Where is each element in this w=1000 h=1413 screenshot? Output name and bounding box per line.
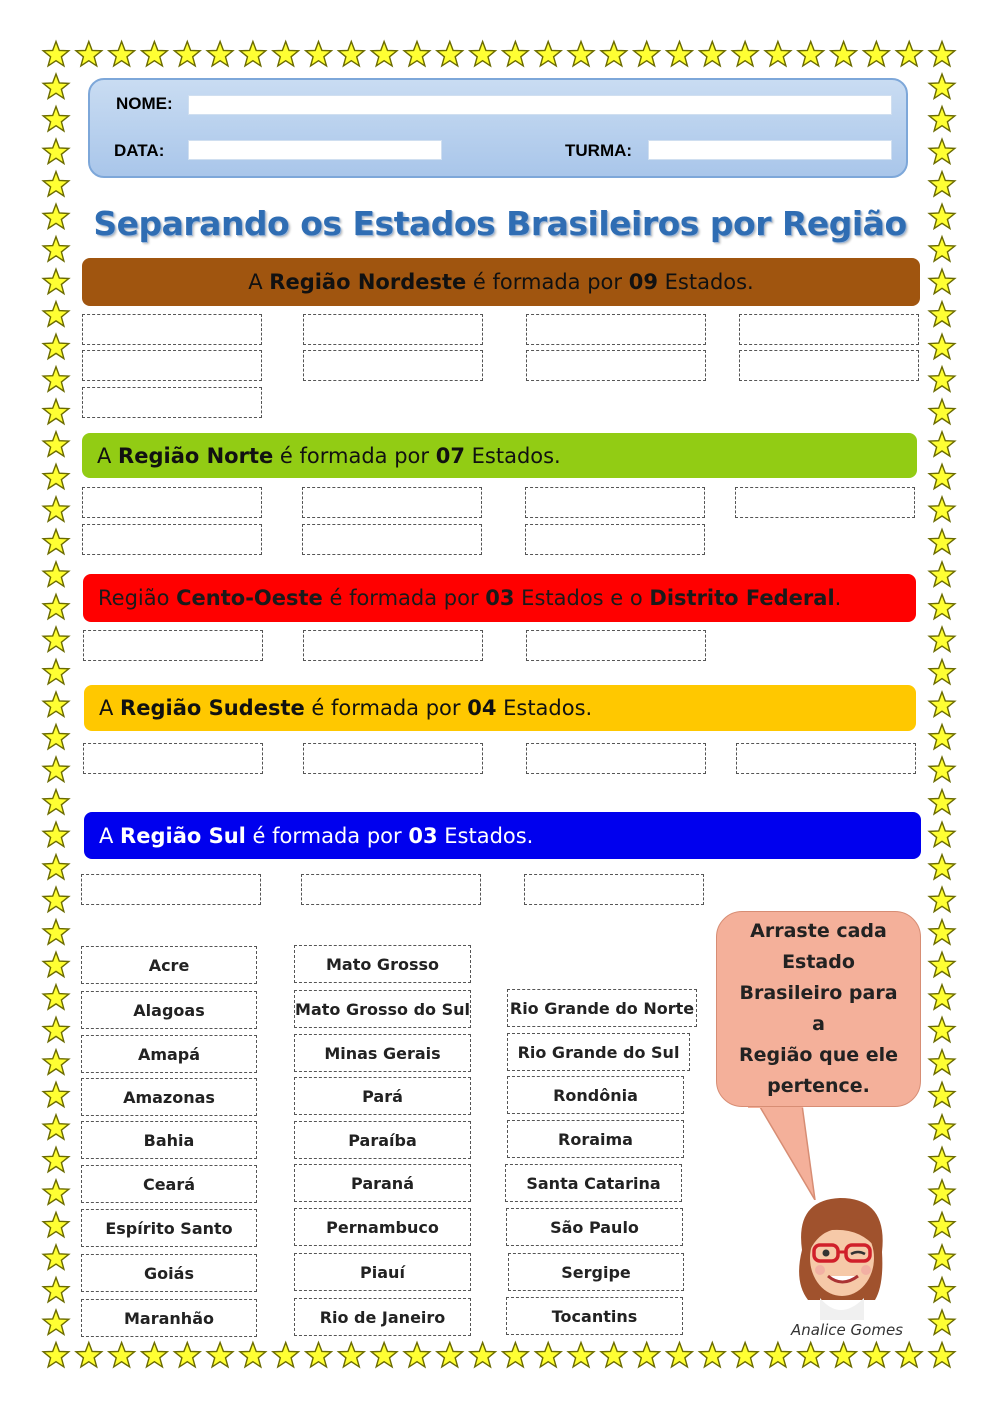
drop-slot-norte[interactable] bbox=[525, 524, 705, 555]
star-icon bbox=[929, 757, 955, 782]
star-icon bbox=[929, 172, 955, 196]
drop-slot-norte[interactable] bbox=[735, 487, 915, 518]
drop-slot-sudeste[interactable] bbox=[526, 743, 706, 774]
drop-slot-nordeste[interactable] bbox=[82, 314, 262, 345]
state-chip[interactable]: Acre bbox=[81, 946, 257, 984]
star-icon bbox=[43, 399, 69, 423]
star-icon bbox=[43, 1212, 69, 1236]
star-icon bbox=[929, 334, 955, 358]
drop-slot-nordeste[interactable] bbox=[303, 314, 483, 345]
star-icon bbox=[929, 302, 955, 326]
star-icon bbox=[240, 1343, 266, 1367]
star-icon bbox=[503, 42, 529, 66]
star-icon bbox=[470, 1343, 496, 1367]
banner-sudeste-text: A Região Sudeste é formada por 04 Estados. bbox=[99, 696, 593, 720]
star-icon bbox=[667, 1343, 693, 1367]
drop-slot-nordeste[interactable] bbox=[526, 314, 706, 345]
star-icon bbox=[43, 920, 69, 944]
drop-slot-sudeste[interactable] bbox=[303, 743, 483, 774]
star-icon bbox=[831, 42, 857, 66]
star-icon bbox=[240, 42, 266, 66]
star-icon bbox=[470, 42, 496, 66]
drop-slot-sudeste[interactable] bbox=[736, 743, 916, 774]
star-icon bbox=[765, 42, 791, 66]
star-icon bbox=[43, 172, 69, 196]
star-icon bbox=[76, 1343, 102, 1367]
bubble-line: Região que ele bbox=[738, 1044, 899, 1066]
star-icon bbox=[174, 42, 200, 66]
star-icon bbox=[535, 1343, 561, 1367]
star-icon bbox=[929, 1245, 955, 1269]
banner-nordeste bbox=[82, 258, 920, 306]
state-chip[interactable]: Pernambuco bbox=[294, 1208, 471, 1246]
author-name: Analice Gomes bbox=[791, 1321, 903, 1339]
star-icon bbox=[929, 1310, 955, 1334]
star-icon bbox=[929, 139, 955, 163]
star-icon bbox=[929, 1180, 955, 1204]
star-icon bbox=[929, 74, 955, 98]
star-icon bbox=[437, 42, 463, 66]
star-icon bbox=[896, 1343, 922, 1367]
star-icon bbox=[929, 627, 955, 651]
star-icon bbox=[142, 1343, 168, 1367]
star-icon bbox=[503, 1343, 529, 1367]
banner-norte-text: A Região Norte é formada por 07 Estados. bbox=[97, 443, 561, 468]
star-icon bbox=[929, 692, 955, 716]
star-icon bbox=[864, 1343, 890, 1367]
star-icon bbox=[43, 855, 69, 879]
star-icon bbox=[929, 985, 955, 1009]
star-icon bbox=[142, 42, 168, 66]
star-icon bbox=[43, 1343, 69, 1367]
star-icon bbox=[43, 627, 69, 651]
star-icon bbox=[43, 334, 69, 358]
star-icon bbox=[601, 42, 627, 66]
drop-slot-sul[interactable] bbox=[301, 874, 481, 905]
star-icon bbox=[174, 1343, 200, 1367]
star-icon bbox=[929, 887, 955, 912]
drop-slot-centro-oeste[interactable] bbox=[526, 630, 706, 661]
class-label: TURMA: bbox=[565, 141, 633, 160]
star-icon bbox=[929, 1212, 955, 1236]
star-icon bbox=[929, 497, 955, 521]
star-icon bbox=[929, 1050, 955, 1074]
star-icon bbox=[43, 1180, 69, 1204]
state-chip[interactable]: Amazonas bbox=[81, 1078, 257, 1116]
star-icon bbox=[43, 464, 69, 488]
state-chip[interactable]: Rio Grande do Sul bbox=[507, 1033, 690, 1071]
star-icon bbox=[43, 562, 69, 586]
star-icon bbox=[43, 822, 69, 846]
star-icon bbox=[43, 1245, 69, 1269]
drop-slot-sul[interactable] bbox=[524, 874, 704, 905]
star-icon bbox=[667, 42, 693, 66]
star-icon bbox=[634, 1343, 660, 1367]
star-icon bbox=[273, 42, 299, 66]
star-icon bbox=[371, 1343, 397, 1367]
star-icon bbox=[929, 399, 955, 423]
star-icon bbox=[43, 529, 69, 553]
drop-slot-norte[interactable] bbox=[302, 487, 482, 518]
state-chip[interactable]: Rio Grande do Norte bbox=[507, 989, 697, 1027]
star-icon bbox=[339, 42, 365, 66]
banner-sudeste bbox=[84, 685, 916, 731]
star-icon bbox=[929, 42, 955, 66]
star-icon bbox=[929, 790, 955, 814]
star-icon bbox=[43, 725, 69, 749]
star-icon bbox=[43, 594, 69, 618]
drop-slot-centro-oeste[interactable] bbox=[303, 630, 483, 661]
state-chip[interactable]: Tocantins bbox=[506, 1297, 683, 1335]
name-field[interactable] bbox=[188, 95, 892, 115]
star-icon bbox=[43, 74, 69, 98]
star-icon bbox=[43, 692, 69, 716]
star-icon bbox=[929, 529, 955, 553]
banner-centro-oeste bbox=[83, 574, 916, 622]
star-icon bbox=[568, 42, 594, 66]
star-icon bbox=[43, 757, 69, 782]
drop-slot-nordeste[interactable] bbox=[303, 350, 483, 381]
state-chip[interactable]: Paraná bbox=[294, 1164, 471, 1202]
drop-slot-nordeste[interactable] bbox=[526, 350, 706, 381]
star-icon bbox=[43, 1050, 69, 1074]
drop-slot-nordeste[interactable] bbox=[739, 314, 919, 345]
star-icon bbox=[109, 1343, 135, 1367]
state-chip[interactable]: Maranhão bbox=[81, 1299, 257, 1337]
banner-sul bbox=[84, 812, 921, 859]
star-icon bbox=[929, 952, 955, 976]
state-chip[interactable]: Bahia bbox=[81, 1121, 257, 1159]
star-icon bbox=[864, 42, 890, 66]
star-icon bbox=[43, 107, 69, 132]
state-chip[interactable]: Alagoas bbox=[81, 991, 257, 1029]
state-chip[interactable]: Santa Catarina bbox=[505, 1164, 682, 1202]
banner-norte bbox=[82, 433, 917, 478]
drop-slot-sul[interactable] bbox=[81, 874, 261, 905]
page-title: Separando os Estados Brasileiros por Região bbox=[93, 204, 907, 243]
state-chip[interactable]: São Paulo bbox=[506, 1208, 683, 1246]
star-icon bbox=[43, 952, 69, 976]
star-icon bbox=[76, 42, 102, 66]
star-icon bbox=[43, 42, 69, 66]
star-icon bbox=[798, 42, 824, 66]
drop-slot-centro-oeste[interactable] bbox=[83, 630, 263, 661]
star-icon bbox=[896, 42, 922, 66]
state-chip[interactable]: Paraíba bbox=[294, 1121, 471, 1159]
star-icon bbox=[929, 1343, 955, 1367]
star-icon bbox=[43, 660, 69, 684]
state-chip[interactable]: Minas Gerais bbox=[294, 1034, 471, 1072]
date-field[interactable] bbox=[188, 140, 442, 160]
bubble-line: Estado bbox=[782, 951, 855, 973]
star-icon bbox=[43, 139, 69, 163]
instruction-bubble bbox=[716, 911, 921, 1107]
state-chip[interactable]: Sergipe bbox=[508, 1253, 684, 1291]
star-icon bbox=[43, 887, 69, 912]
star-icon bbox=[109, 42, 135, 66]
star-icon bbox=[437, 1343, 463, 1367]
star-icon bbox=[700, 1343, 726, 1367]
drop-slot-nordeste[interactable] bbox=[82, 350, 262, 381]
star-icon bbox=[43, 497, 69, 521]
state-chip[interactable]: Mato Grosso do Sul bbox=[294, 990, 471, 1028]
star-icon bbox=[929, 1147, 955, 1172]
star-icon bbox=[601, 1343, 627, 1367]
star-icon bbox=[43, 1278, 69, 1302]
star-icon bbox=[43, 1017, 69, 1041]
star-icon bbox=[535, 42, 561, 66]
state-chip[interactable]: Rio de Janeiro bbox=[294, 1298, 471, 1336]
star-icon bbox=[929, 660, 955, 684]
state-chip[interactable]: Roraima bbox=[507, 1120, 684, 1158]
star-icon bbox=[732, 42, 758, 66]
state-chip[interactable]: Piauí bbox=[294, 1253, 471, 1291]
star-icon bbox=[306, 1343, 332, 1367]
state-chip[interactable]: Mato Grosso bbox=[294, 945, 471, 983]
state-chip[interactable]: Rondônia bbox=[507, 1076, 684, 1114]
star-icon bbox=[929, 107, 955, 132]
star-icon bbox=[404, 1343, 430, 1367]
name-label: NOME: bbox=[116, 94, 173, 113]
star-icon bbox=[634, 42, 660, 66]
star-icon bbox=[765, 1343, 791, 1367]
drop-slot-norte[interactable] bbox=[525, 487, 705, 518]
drop-slot-nordeste[interactable] bbox=[739, 350, 919, 381]
class-field[interactable] bbox=[648, 140, 892, 160]
drop-slot-norte[interactable] bbox=[302, 524, 482, 555]
drop-slot-nordeste[interactable] bbox=[82, 387, 262, 418]
drop-slot-sudeste[interactable] bbox=[83, 743, 263, 774]
bubble-line: Brasileiro para a bbox=[739, 982, 898, 1035]
star-icon bbox=[43, 302, 69, 326]
star-icon bbox=[732, 1343, 758, 1367]
star-icon bbox=[929, 432, 955, 456]
bubble-line: pertence. bbox=[767, 1075, 870, 1097]
star-icon bbox=[43, 1082, 69, 1106]
state-chip[interactable]: Espírito Santo bbox=[81, 1209, 257, 1247]
state-chip[interactable]: Goiás bbox=[81, 1254, 257, 1292]
star-icon bbox=[207, 42, 233, 66]
star-icon bbox=[207, 1343, 233, 1367]
star-icon bbox=[339, 1343, 365, 1367]
star-icon bbox=[273, 1343, 299, 1367]
star-icon bbox=[306, 42, 332, 66]
star-icon bbox=[798, 1343, 824, 1367]
star-icon bbox=[929, 464, 955, 488]
star-icon bbox=[929, 822, 955, 846]
star-icon bbox=[43, 1147, 69, 1172]
star-icon bbox=[568, 1343, 594, 1367]
state-chip[interactable]: Ceará bbox=[81, 1165, 257, 1203]
star-icon bbox=[700, 42, 726, 66]
star-icon bbox=[371, 42, 397, 66]
drop-slot-norte[interactable] bbox=[82, 524, 262, 555]
star-icon bbox=[929, 855, 955, 879]
bubble-line: Arraste cada bbox=[750, 920, 887, 942]
date-label: DATA: bbox=[114, 141, 165, 160]
state-chip[interactable]: Amapá bbox=[81, 1035, 257, 1073]
star-icon bbox=[43, 1310, 69, 1334]
star-icon bbox=[929, 562, 955, 586]
star-icon bbox=[929, 269, 955, 293]
star-icon bbox=[929, 367, 955, 391]
star-icon bbox=[929, 1017, 955, 1041]
star-icon bbox=[43, 985, 69, 1009]
drop-slot-norte[interactable] bbox=[82, 487, 262, 518]
star-icon bbox=[43, 367, 69, 391]
banner-sul-text: A Região Sul é formada por 03 Estados. bbox=[99, 823, 534, 848]
star-icon bbox=[831, 1343, 857, 1367]
star-icon bbox=[929, 1278, 955, 1302]
banner-centro-oeste-text: Região Cento-Oeste é formada por 03 Estados e o Distrito Federal. bbox=[98, 586, 842, 610]
star-icon bbox=[929, 1115, 955, 1139]
star-icon bbox=[404, 42, 430, 66]
star-icon bbox=[43, 269, 69, 293]
teacher-avatar bbox=[780, 1190, 900, 1320]
banner-nordeste-text: A Região Nordeste é formada por 09 Estados. bbox=[248, 270, 754, 294]
star-icon bbox=[929, 1082, 955, 1106]
star-icon bbox=[43, 1115, 69, 1139]
state-chip[interactable]: Pará bbox=[294, 1077, 471, 1115]
star-icon bbox=[43, 790, 69, 814]
star-icon bbox=[929, 920, 955, 944]
star-icon bbox=[929, 725, 955, 749]
star-icon bbox=[929, 594, 955, 618]
student-info-box bbox=[88, 78, 908, 178]
star-icon bbox=[43, 432, 69, 456]
